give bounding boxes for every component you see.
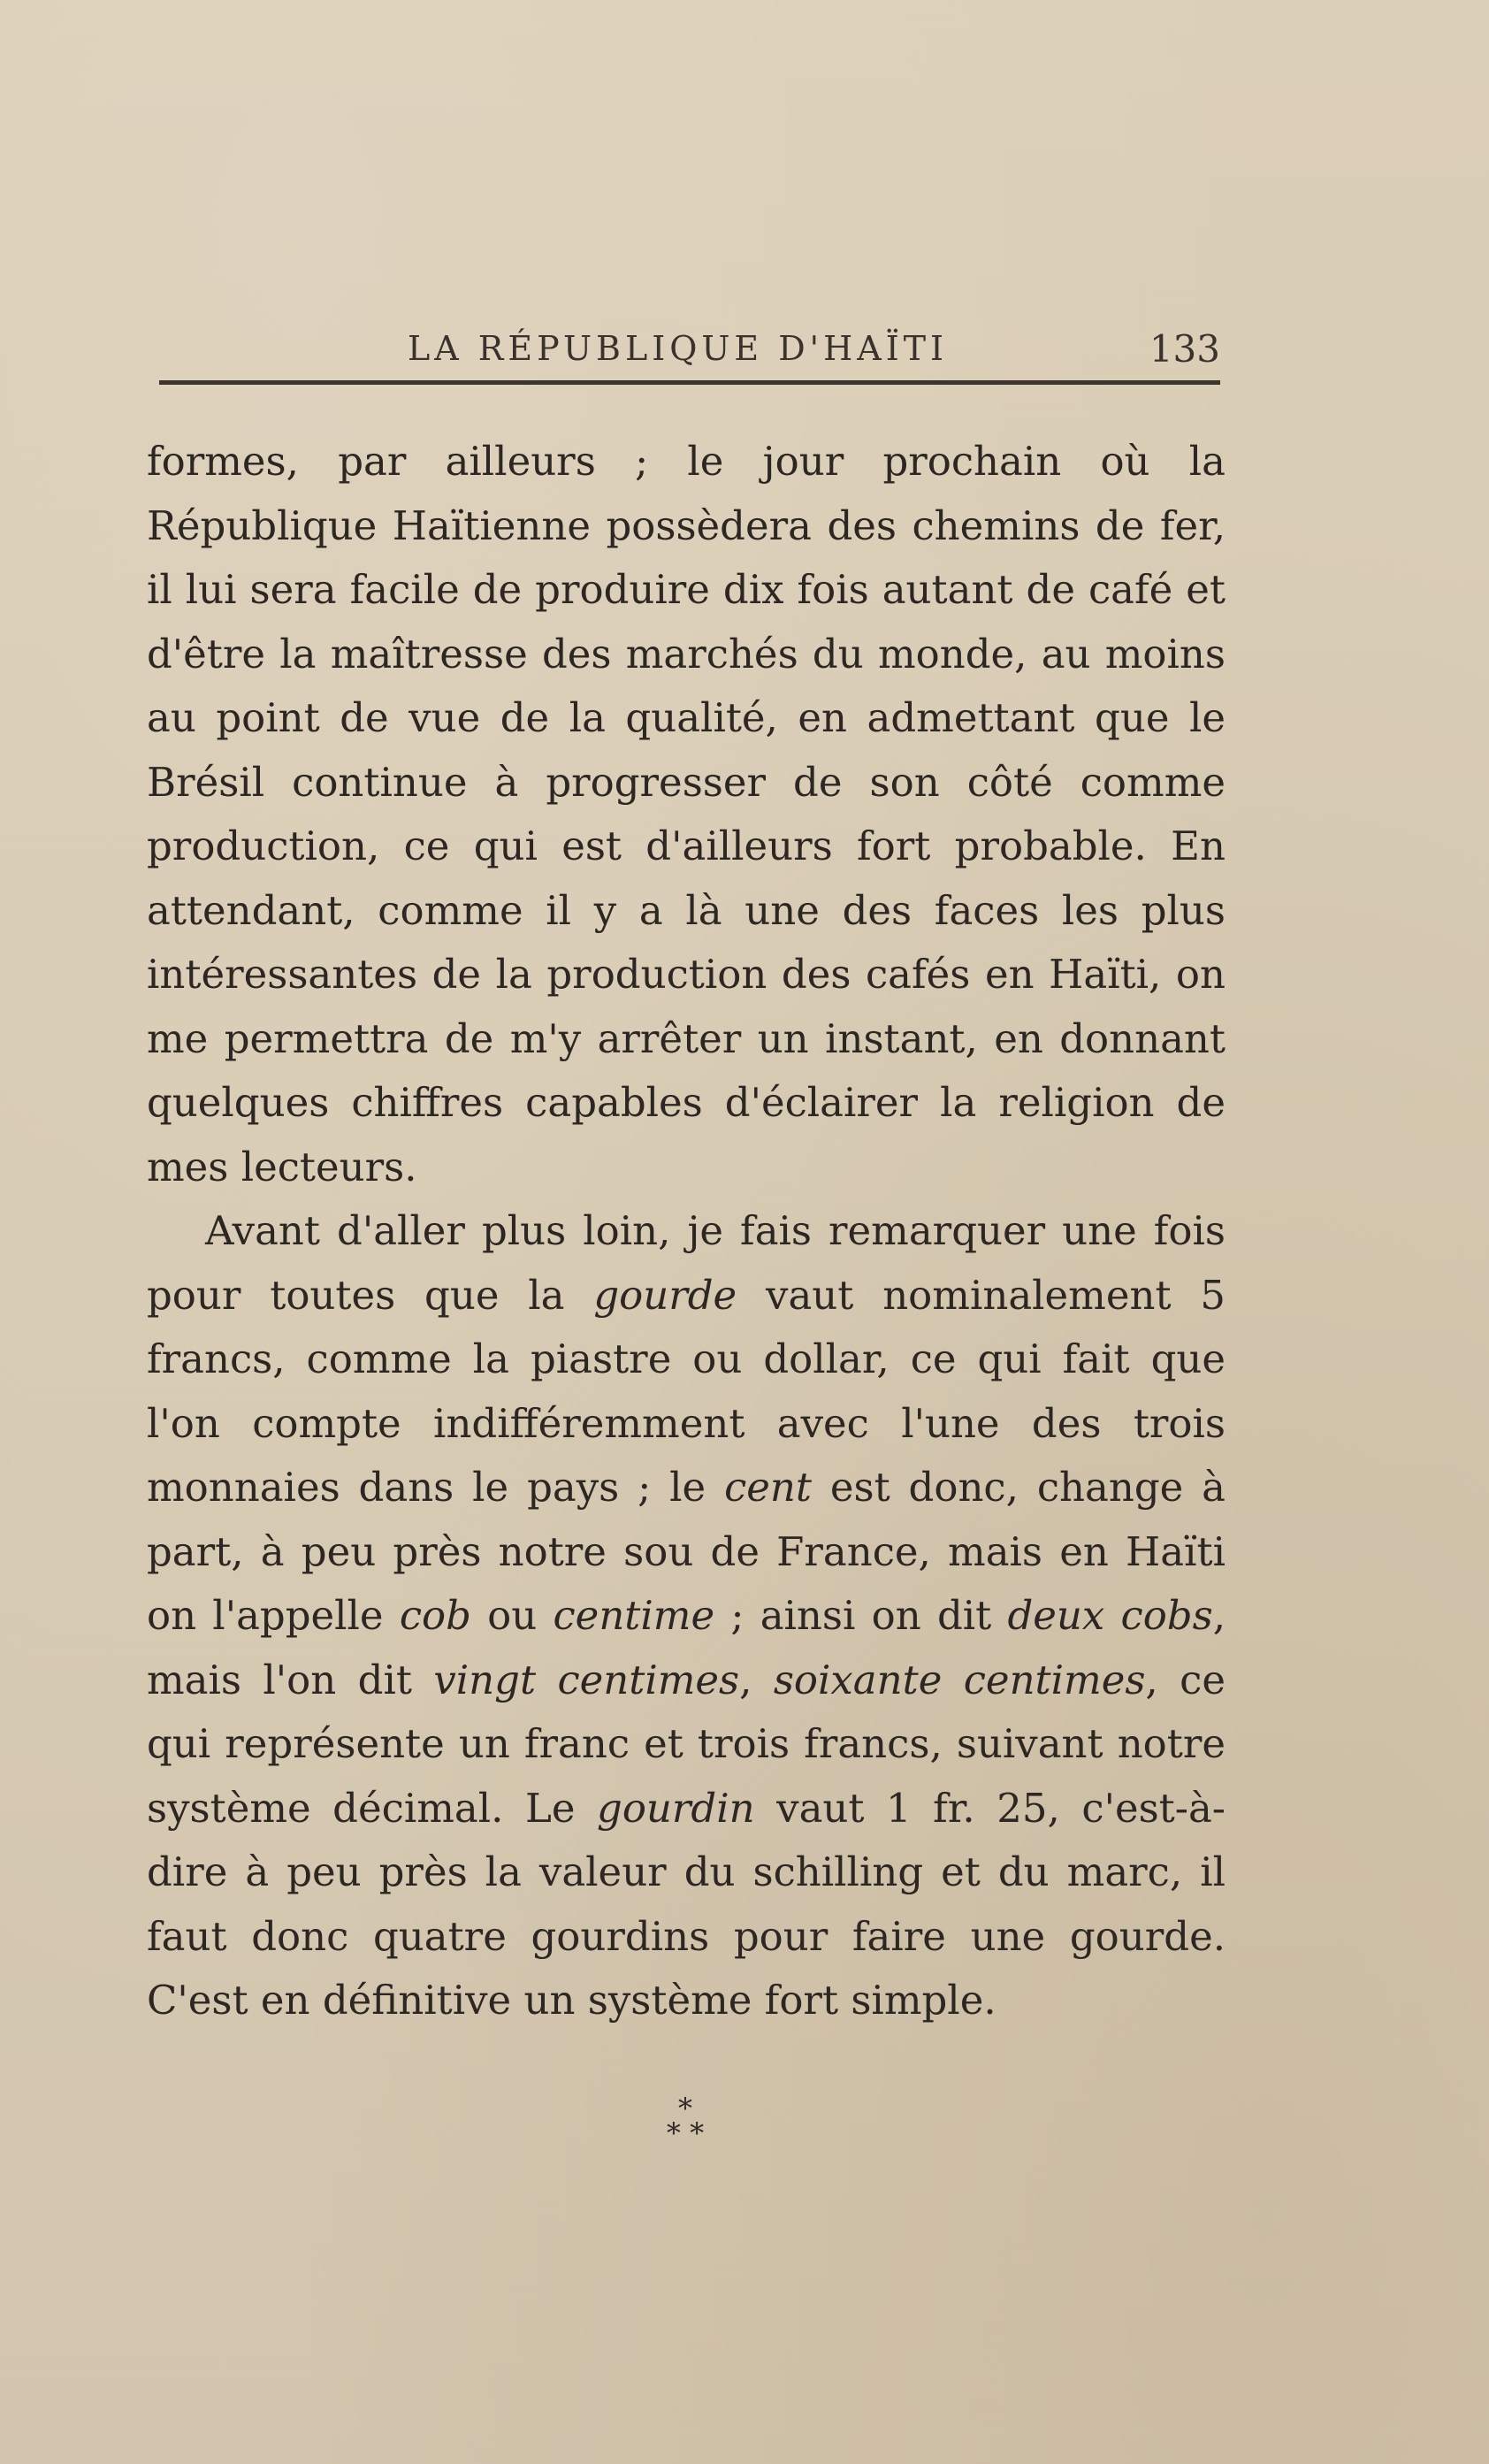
text-run: , ce qui représente un franc et trois francs, suivant notre système décimal. Le (147, 1656, 1226, 1832)
text-run: est donc, change à part, à peu près notre sou de France, mais en Haïti on l'appelle (147, 1464, 1226, 1639)
asterism (650, 2092, 721, 2150)
italic-term: gourde (593, 1271, 737, 1319)
running-title: LA RÉPUBLIQUE D'HAÏTI (408, 329, 949, 368)
asterism-bottom: * * (666, 2116, 705, 2150)
text-run: Avant d'aller plus loin, je fais remarquer une fois pour toutes que la (147, 1207, 1226, 1319)
header-rule (159, 380, 1220, 385)
text-run: ; ainsi on dit (714, 1592, 1008, 1639)
text-run: formes, par ailleurs ; le jour prochain où la République Haïtienne possèdera des chemins de fer, il lui sera facile de produire dix fois autant de café et d'être la maîtresse des marchés du monde, au moins au point de vue de la qualité, en admettant que le Brésil continue à progresser de son côté comme production, ce qui est d'ailleurs fort probable. En attendant, comme il y a là une des faces les plus intéressantes de la production des cafés en Haïti, on me permettra de m'y arrêter un instant, en donnant quelques chiffres capables d'éclairer la religion de mes lecteurs. (147, 438, 1226, 1190)
italic-term: cent (724, 1464, 812, 1511)
italic-term: cob (399, 1592, 471, 1639)
asterism-top: * (678, 2092, 692, 2125)
italic-term: soixante centimes (773, 1656, 1146, 1703)
italic-term: vingt centimes (433, 1656, 740, 1703)
paragraph-currency (147, 1199, 1226, 2033)
page-number: 133 (1149, 327, 1220, 371)
page-header (147, 318, 1220, 380)
italic-term: deux cobs (1007, 1592, 1213, 1639)
text-run: , mais l'on dit (147, 1592, 1226, 1703)
text-run: vaut nominalement 5 francs, comme la piastre ou dollar, ce qui fait que l'on compte indifféremment avec l'une des trois monnaies dans le pays ; le (147, 1271, 1226, 1511)
paragraph-continuation (147, 430, 1226, 1199)
italic-term: gourdin (597, 1784, 755, 1832)
text-run: vaut 1 fr. 25, c'est-à-dire à peu près la valeur du schilling et du marc, il faut donc quatre gourdins pour faire une gourde. C'est en définitive un système fort simple. (147, 1784, 1226, 2024)
text-run: ou (470, 1592, 554, 1639)
italic-term: centime (553, 1592, 715, 1639)
text-run: , (739, 1656, 774, 1703)
body-text (147, 430, 1226, 2033)
